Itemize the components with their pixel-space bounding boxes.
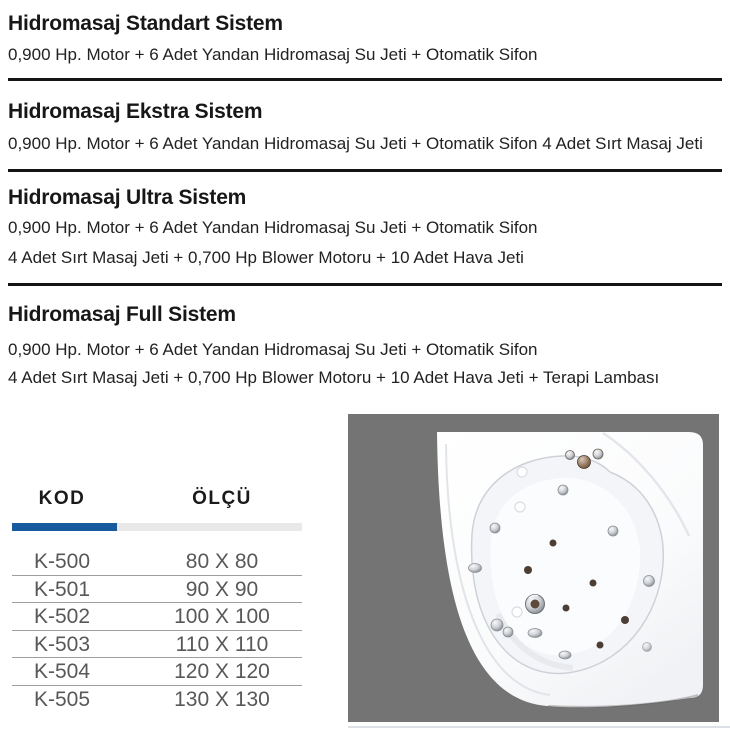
code-cell: K-505: [33, 687, 91, 711]
table-header-kod: KOD: [38, 488, 86, 509]
system-spec-line: 4 Adet Sırt Masaj Jeti + 0,700 Hp Blower Motoru + 10 Adet Hava Jeti + Terapi Lambası: [8, 368, 660, 387]
size-cell: 130 X 130: [174, 687, 270, 711]
system-spec-line: 4 Adet Sırt Masaj Jeti + 0,700 Hp Blower Motoru + 10 Adet Hava Jeti: [8, 248, 524, 267]
table-row: [12, 576, 302, 604]
system-title-standart: Hidromasaj Standart Sistem: [8, 12, 283, 35]
page-bottom-hairline: [348, 726, 730, 728]
system-title-ekstra: Hidromasaj Ekstra Sistem: [8, 100, 263, 123]
table-row: [12, 686, 302, 714]
system-title-ultra: Hidromasaj Ultra Sistem: [8, 186, 247, 209]
table-row: [12, 548, 302, 576]
size-cell: 110 X 110: [175, 632, 269, 656]
code-cell: K-502: [33, 605, 91, 628]
section-divider: [8, 283, 722, 286]
table-header-olcu: ÖLÇÜ: [192, 488, 252, 509]
code-cell: K-501: [33, 577, 91, 601]
code-cell: K-500: [33, 550, 91, 573]
header-underline-track: [117, 523, 302, 531]
system-spec-line: 0,900 Hp. Motor + 6 Adet Yandan Hidromasaj Su Jeti + Otomatik Sifon 4 Adet Sırt Masaj Jeti: [8, 134, 703, 153]
header-underline-accent: [12, 523, 117, 531]
size-cell: 100 X 100: [174, 605, 270, 628]
system-title-full: Hidromasaj Full Sistem: [8, 303, 236, 326]
table-row: [12, 631, 302, 659]
drain: [526, 595, 545, 614]
table-row: [12, 603, 302, 631]
size-cell: 80 X 80: [185, 550, 259, 573]
corner-bathtub-photo: [348, 414, 719, 722]
code-cell: K-503: [33, 632, 91, 656]
size-cell: 90 X 90: [185, 577, 259, 601]
section-divider: [8, 78, 722, 81]
code-cell: K-504: [33, 660, 91, 683]
system-spec-line: 0,900 Hp. Motor + 6 Adet Yandan Hidromasaj Su Jeti + Otomatik Sifon: [8, 218, 538, 237]
system-spec-line: 0,900 Hp. Motor + 6 Adet Yandan Hidromasaj Su Jeti + Otomatik Sifon: [8, 45, 538, 64]
system-spec-line: 0,900 Hp. Motor + 6 Adet Yandan Hidromasaj Su Jeti + Otomatik Sifon: [8, 340, 538, 359]
size-table: [12, 548, 302, 714]
product-photo-frame: [348, 414, 719, 722]
size-cell: 120 X 120: [174, 660, 270, 683]
table-row: [12, 658, 302, 686]
section-divider: [8, 169, 722, 172]
